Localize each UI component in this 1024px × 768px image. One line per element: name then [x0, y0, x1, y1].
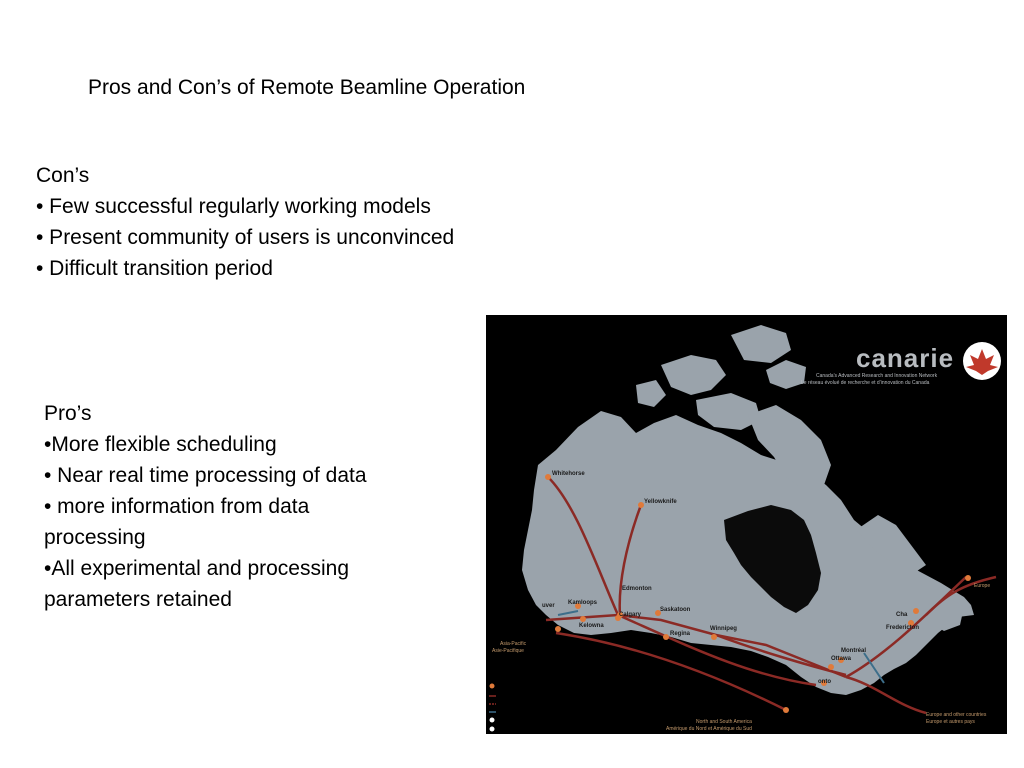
city-whitehorse: Whitehorse	[552, 471, 585, 477]
city-charlottetown: Cha	[896, 612, 908, 618]
pros-section	[44, 398, 424, 615]
arctic-island	[636, 380, 666, 407]
city-vancouver: uver	[542, 603, 555, 609]
dest-na-en: North and South America	[696, 719, 752, 725]
city-fredericton: Fredericton	[886, 625, 920, 631]
cons-heading: Con’s	[36, 164, 90, 187]
cons-item: • Present community of users is unconvinced	[36, 226, 455, 249]
canarie-network-map	[486, 315, 1007, 734]
city-kelowna: Kelowna	[579, 623, 604, 629]
canarie-tagline-en: Canada’s Advanced Research and Innovation Network	[816, 373, 938, 379]
slide-title: Pros and Con’s of Remote Beamline Operation	[88, 76, 526, 99]
city-kamloops: Kamloops	[568, 600, 598, 606]
arctic-island	[696, 393, 761, 430]
pros-item-continued: parameters retained	[44, 588, 232, 611]
dest-eu-other-fr: Europe et autres pays	[926, 719, 975, 725]
cons-item: • Few successful regularly working models	[36, 195, 431, 218]
cons-item: • Difficult transition period	[36, 257, 273, 280]
cons-section	[36, 160, 536, 284]
canarie-tagline-fr: Le réseau évolué de recherche et d’innovation du Canada	[801, 380, 930, 386]
dest-europe: Europe	[974, 583, 991, 589]
dest-asia-en: Asia-Pacific	[500, 641, 527, 647]
pros-heading: Pro’s	[44, 402, 92, 425]
pros-item: •All experimental and processing	[44, 557, 350, 580]
city-saskatoon: Saskatoon	[660, 607, 691, 613]
city-edmonton: Edmonton	[622, 586, 652, 592]
canarie-logo-text: canarie	[856, 343, 955, 373]
city-calgary: Calgary	[619, 612, 642, 618]
dest-asia-fr: Asie-Pacifique	[492, 648, 524, 654]
city-toronto: onto	[818, 679, 831, 685]
city-yellowknife: Yellowknife	[644, 499, 677, 505]
pros-item: • more information from data	[44, 495, 310, 518]
map-legend	[489, 684, 496, 732]
arctic-island	[661, 355, 726, 395]
arctic-island	[766, 360, 806, 389]
dest-eu-other-en: Europe and other countries	[926, 712, 987, 718]
pros-item: • Near real time processing of data	[44, 464, 367, 487]
city-montreal: Montréal	[841, 648, 867, 654]
canarie-leaf-logo	[963, 342, 1001, 380]
dest-na-fr: Amérique du Nord et Amérique du Sud	[666, 726, 752, 732]
pros-item-continued: processing	[44, 526, 146, 549]
arctic-island	[731, 325, 791, 363]
city-regina: Regina	[670, 631, 691, 637]
city-ottawa: Ottawa	[831, 656, 852, 662]
city-winnipeg: Winnipeg	[710, 626, 737, 632]
pros-item: •More flexible scheduling	[44, 433, 277, 456]
